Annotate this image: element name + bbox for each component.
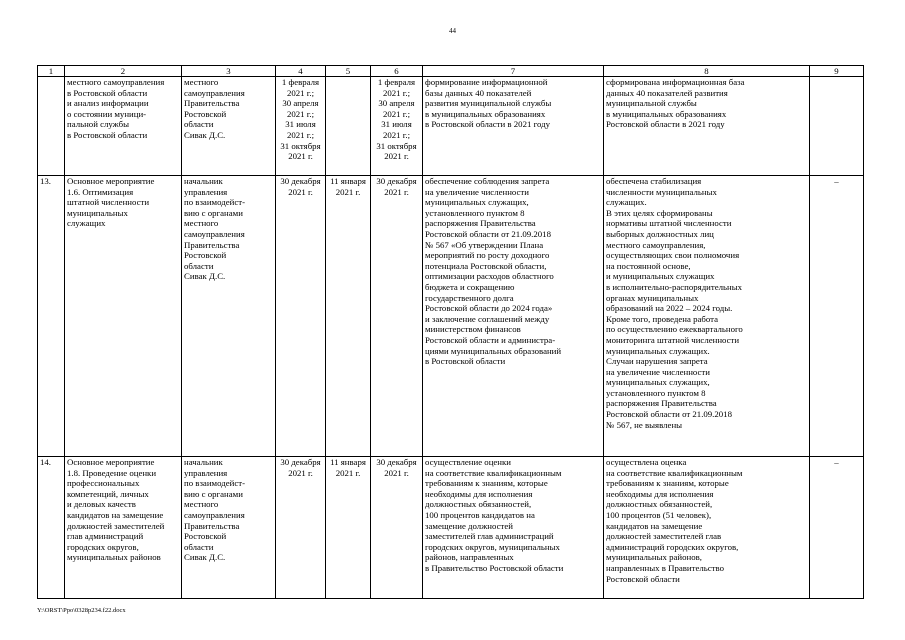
- column-number: 7: [423, 66, 604, 77]
- column-number: 3: [182, 66, 276, 77]
- responsible: начальник управления по взаимодейст- вию с органами местного самоуправления Правительства Ростовской области Сивак Д.С.: [182, 176, 276, 457]
- plan-end-date: 30 декабря 2021 г.: [371, 176, 423, 457]
- responsible: начальник управления по взаимодейст- вию с органами местного самоуправления Правительства Ростовской области Сивак Д.С.: [182, 457, 276, 599]
- column-number: 6: [371, 66, 423, 77]
- actual-result: сформирована информационная база данных 40 показателей развития муниципальной службы в муниципальных образованиях Ростовской области в 2021 году: [604, 77, 810, 176]
- expected-result: осуществление оценки на соответствие квалификационным требованиям к знаниям, которые необходимы для исполнения должностных обязанностей, 100 процентов кандидатов на замещение должностей заместителей глав администраций городских округов, муниципальных районов, направленных в Правительство Ростовской области: [423, 457, 604, 599]
- plan-start-date: 30 декабря 2021 г.: [276, 176, 326, 457]
- plan-end-date: 30 декабря 2021 г.: [371, 457, 423, 599]
- expected-result: обеспечение соблюдения запрета на увеличение численности муниципальных служащих, установленного пунктом 8 распоряжения Правительства Ростовской области от 21.09.2018 № 567 «Об утверждении Плана мероприятий по росту доходного потенциала Ростовской области, оптимизации расходов областного бюджета и сокращению государственного долга Ростовской области до 2024 года» и заключение соглашений между министерством финансов Ростовской области и администра- циями муниципальных образований в Ростовской области: [423, 176, 604, 457]
- plan-end-date: 1 февраля 2021 г.; 30 апреля 2021 г.; 31 июля 2021 г.; 31 октября 2021 г.: [371, 77, 423, 176]
- row-number: 14.: [38, 457, 65, 599]
- table-row: [38, 457, 864, 599]
- event-name: Основное мероприятие 1.8. Проведение оценки профессиональных компетенций, личных и деловых качеств кандидатов на замещение должностей заместителей глав администраций городских округов, муниципальных районов: [65, 457, 182, 599]
- column-number: 2: [65, 66, 182, 77]
- column-number: 9: [810, 66, 864, 77]
- row-number: [38, 77, 65, 176]
- actual-result: осуществлена оценка на соответствие квалификационным требованиям к знаниям, которые необходимы для исполнения должностных обязанностей, 100 процентов (51 человек), кандидатов на замещение должностей заместителей глав администраций городских округов, муниципальных районов, направленных в Правительство Ростовской области: [604, 457, 810, 599]
- footer-file-path: Y:\ORST\Ppo\0328p234.f22.docx: [37, 607, 126, 614]
- notes: [810, 77, 864, 176]
- fact-start-date: [326, 77, 371, 176]
- row-number: 13.: [38, 176, 65, 457]
- event-name: местного самоуправления в Ростовской области и анализ информации о состоянии муници- пальной службы в Ростовской области: [65, 77, 182, 176]
- fact-start-date: 11 января 2021 г.: [326, 457, 371, 599]
- plan-start-date: 30 декабря 2021 г.: [276, 457, 326, 599]
- column-number: 4: [276, 66, 326, 77]
- page-number: 44: [449, 27, 456, 35]
- notes: –: [810, 176, 864, 457]
- plan-start-date: 1 февраля 2021 г.; 30 апреля 2021 г.; 31 июля 2021 г.; 31 октября 2021 г.: [276, 77, 326, 176]
- fact-start-date: 11 января 2021 г.: [326, 176, 371, 457]
- actual-result: обеспечена стабилизация численности муниципальных служащих. В этих целях сформированы нормативы штатной численности выборных должностных лиц местного самоуправления, осуществляющих свои полномочия на постоянной основе, и муниципальных служащих в исполнительно-распорядительных органах муниципальных образований на 2022 – 2024 годы. Кроме того, проведена работа по осуществлению ежеквартального мониторинга штатной численности муниципальных служащих. Случаи нарушения запрета на увеличение численности муниципальных служащих, установленного пунктом 8 распоряжения Правительства Ростовской области от 21.09.2018 № 567, не выявлены: [604, 176, 810, 457]
- responsible: местного самоуправления Правительства Ростовской области Сивак Д.С.: [182, 77, 276, 176]
- notes: –: [810, 457, 864, 599]
- column-number: 8: [604, 66, 810, 77]
- table-row: [38, 176, 864, 457]
- report-table: [37, 65, 864, 599]
- table-row: [38, 77, 864, 176]
- expected-result: формирование информационной базы данных 40 показателей развития муниципальной службы в муниципальных образованиях в Ростовской области в 2021 году: [423, 77, 604, 176]
- column-number-row: [38, 66, 864, 77]
- event-name: Основное мероприятие 1.6. Оптимизация штатной численности муниципальных служащих: [65, 176, 182, 457]
- column-number: 1: [38, 66, 65, 77]
- column-number: 5: [326, 66, 371, 77]
